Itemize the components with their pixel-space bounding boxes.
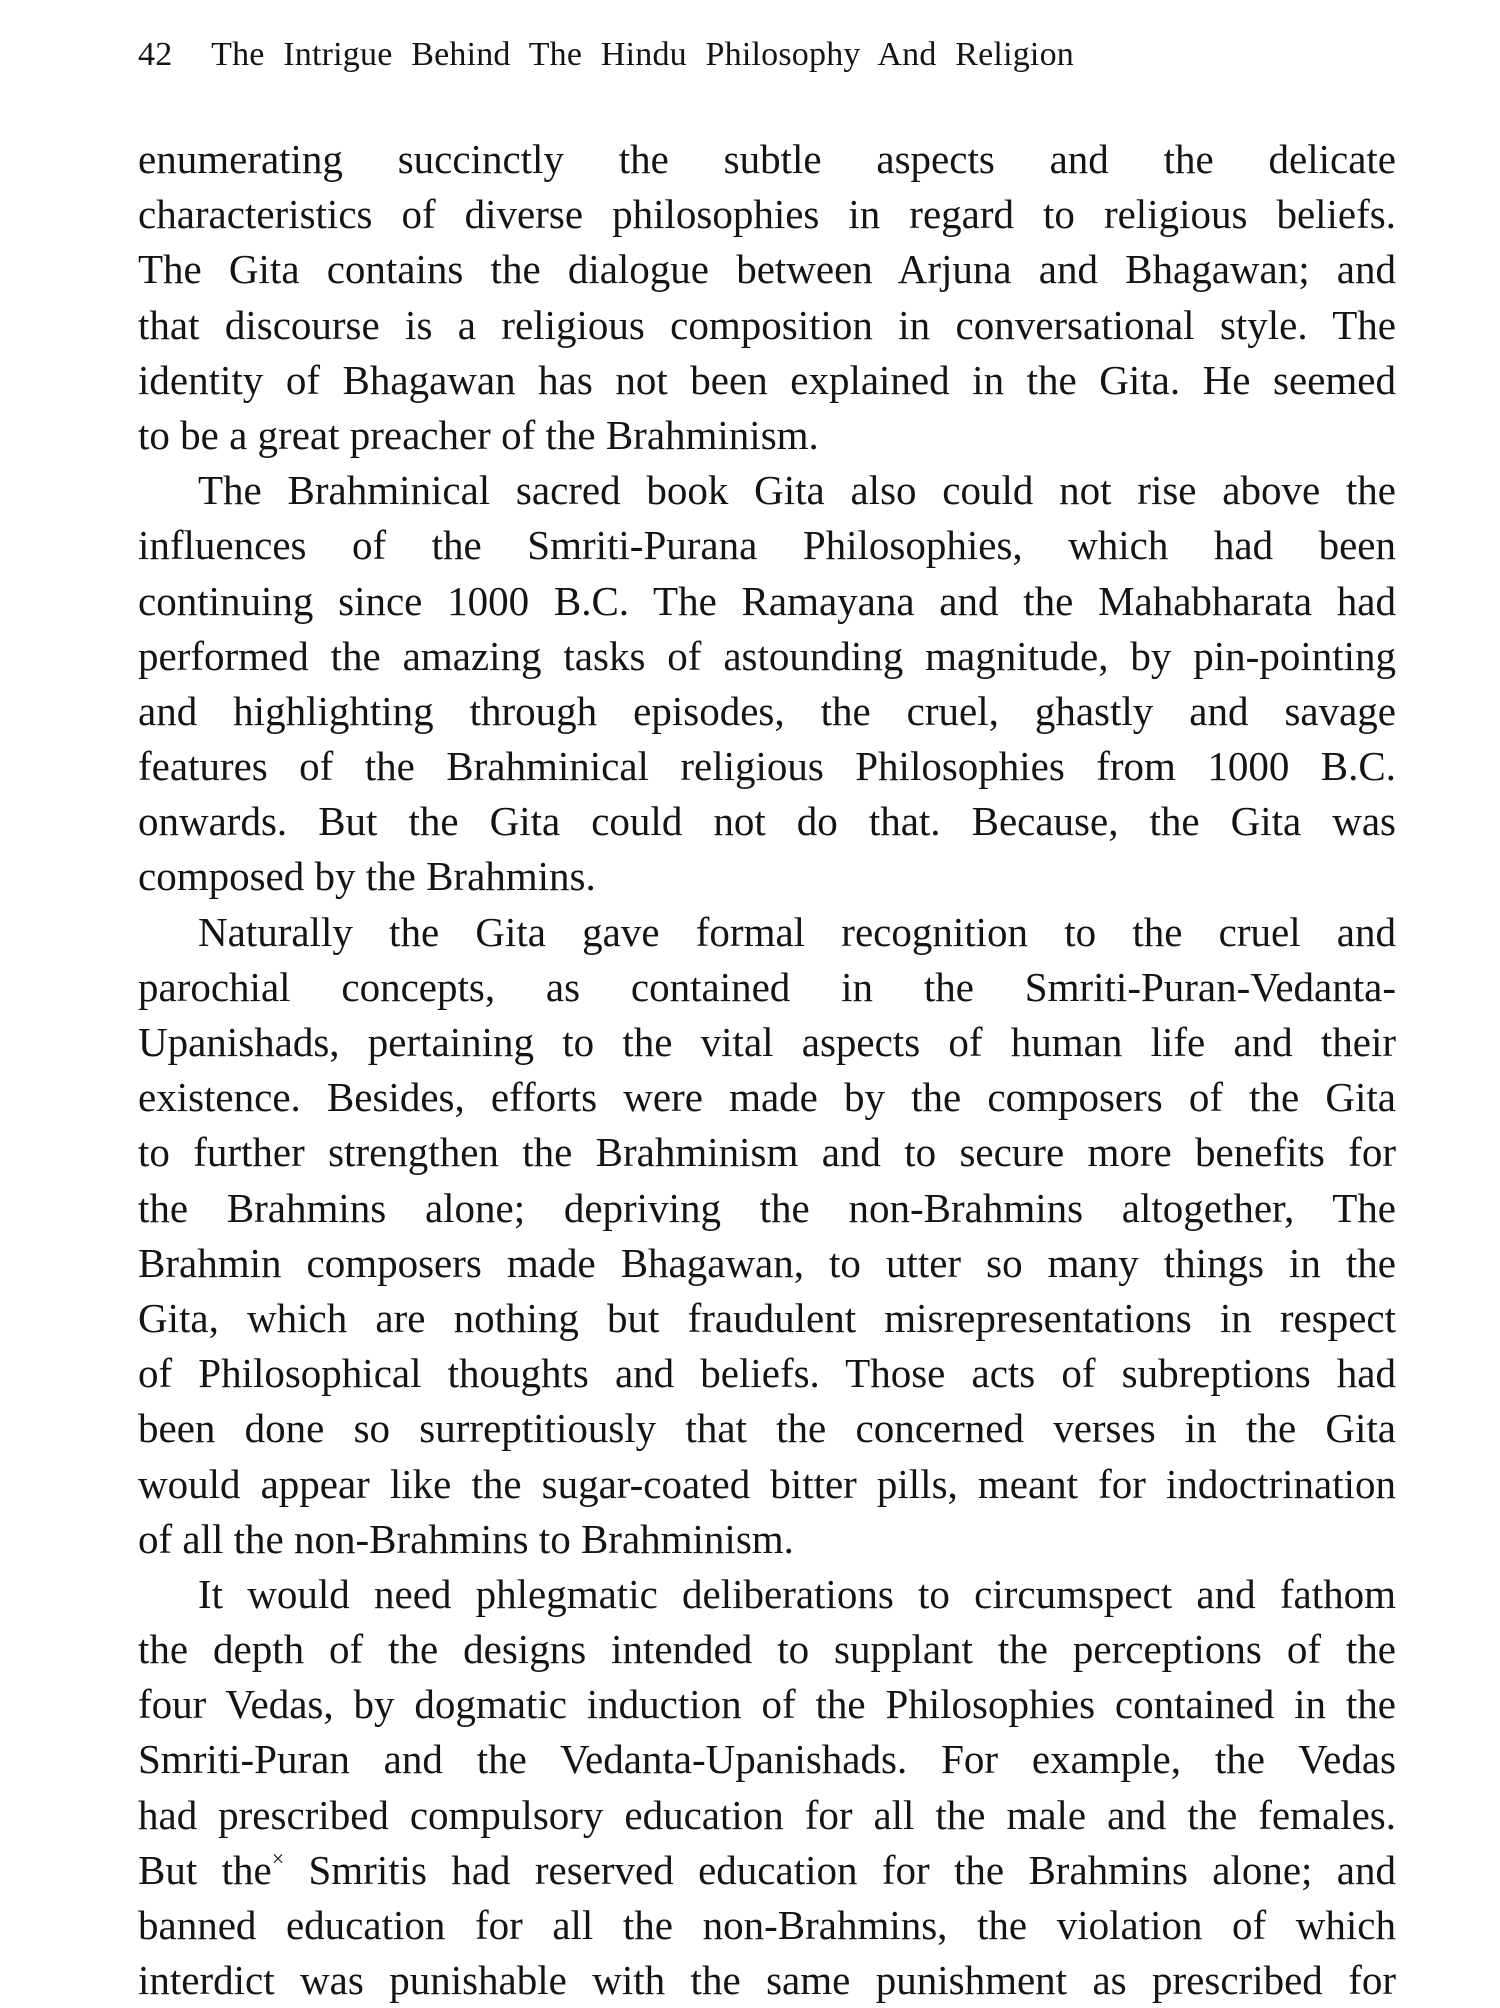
text-line: had prescribed compulsory education for all the male and the females. bbox=[138, 1791, 1396, 1838]
text-line: that discourse is a religious composition in conversational style. The bbox=[138, 301, 1396, 348]
text-line: to be a great preacher of the Brahminism. bbox=[138, 411, 819, 458]
text-line: of Philosophical thoughts and beliefs. Those acts of subreptions had bbox=[138, 1350, 1396, 1397]
text-line: Brahmin composers made Bhagawan, to utter so many things in the bbox=[138, 1239, 1396, 1286]
text-line: But the× Smritis had reserved education for the Brahmins alone; and bbox=[138, 1845, 1396, 1893]
text-line: the depth of the designs intended to supplant the perceptions of the bbox=[138, 1626, 1396, 1673]
text-line: interdict was punishable with the same punishment as prescribed for bbox=[138, 1957, 1396, 2004]
running-header bbox=[138, 30, 1338, 80]
running-title: The Intrigue Behind The Hindu Philosophy And Religion bbox=[211, 36, 1074, 73]
text-line: identity of Bhagawan has not been explained in the Gita. He seemed bbox=[138, 356, 1396, 403]
text-line: Upanishads, pertaining to the vital aspects of human life and their bbox=[138, 1019, 1396, 1065]
text-line: the Brahmins alone; depriving the non-Brahmins altogether, The bbox=[138, 1184, 1396, 1231]
paragraph-2 bbox=[138, 463, 1396, 905]
paragraph-1 bbox=[138, 132, 1396, 463]
text-line: and highlighting through episodes, the cruel, ghastly and savage bbox=[138, 687, 1396, 734]
text-line: Smriti-Puran and the Vedanta-Upanishads. For example, the Vedas bbox=[138, 1736, 1396, 1783]
text-line: The Gita contains the dialogue between Arjuna and Bhagawan; and bbox=[138, 246, 1396, 293]
text-line: influences of the Smriti-Purana Philosophies, which had been bbox=[138, 522, 1396, 569]
text-line: composed by the Brahmins. bbox=[138, 853, 596, 900]
text-line: performed the amazing tasks of astounding magnitude, by pin-pointing bbox=[138, 632, 1396, 679]
text-line: to further strengthen the Brahminism and to secure more benefits for bbox=[138, 1129, 1396, 1176]
text-line: would appear like the sugar-coated bitter pills, meant for indoctrination bbox=[138, 1460, 1396, 1507]
text-line: It would need phlegmatic deliberations to circumspect and fathom bbox=[198, 1570, 1396, 1617]
paragraph-3 bbox=[138, 905, 1396, 1567]
text-line: of all the non-Brahmins to Brahminism. bbox=[138, 1515, 794, 1562]
text-line: The Brahminical sacred book Gita also could not rise above the bbox=[198, 467, 1396, 514]
body-text bbox=[138, 132, 1396, 2008]
text-line: existence. Besides, efforts were made by the composers of the Gita bbox=[138, 1074, 1396, 1121]
text-line: been done so surreptitiously that the concerned verses in the Gita bbox=[138, 1405, 1396, 1452]
text-line: banned education for all the non-Brahmins, the violation of which bbox=[138, 1902, 1396, 1948]
text-line: Gita, which are nothing but fraudulent misrepresentations in respect bbox=[138, 1294, 1396, 1341]
text-line: features of the Brahminical religious Philosophies from 1000 B.C. bbox=[138, 743, 1396, 790]
paragraph-4 bbox=[138, 1567, 1396, 2008]
pencil-x-mark: × bbox=[271, 1845, 285, 1871]
text-line: characteristics of diverse philosophies in regard to religious beliefs. bbox=[138, 191, 1396, 238]
text-line: four Vedas, by dogmatic induction of the Philosophies contained in the bbox=[138, 1681, 1396, 1728]
text-line: continuing since 1000 B.C. The Ramayana and the Mahabharata had bbox=[138, 577, 1396, 624]
text-line: enumerating succinctly the subtle aspects and the delicate bbox=[138, 136, 1396, 182]
page-number: 42 bbox=[138, 36, 173, 73]
text-line: parochial concepts, as contained in the Smriti-Puran-Vedanta- bbox=[138, 963, 1396, 1010]
text-line: onwards. But the Gita could not do that. Because, the Gita was bbox=[138, 798, 1396, 845]
text-line: Naturally the Gita gave formal recognition to the cruel and bbox=[198, 908, 1396, 955]
